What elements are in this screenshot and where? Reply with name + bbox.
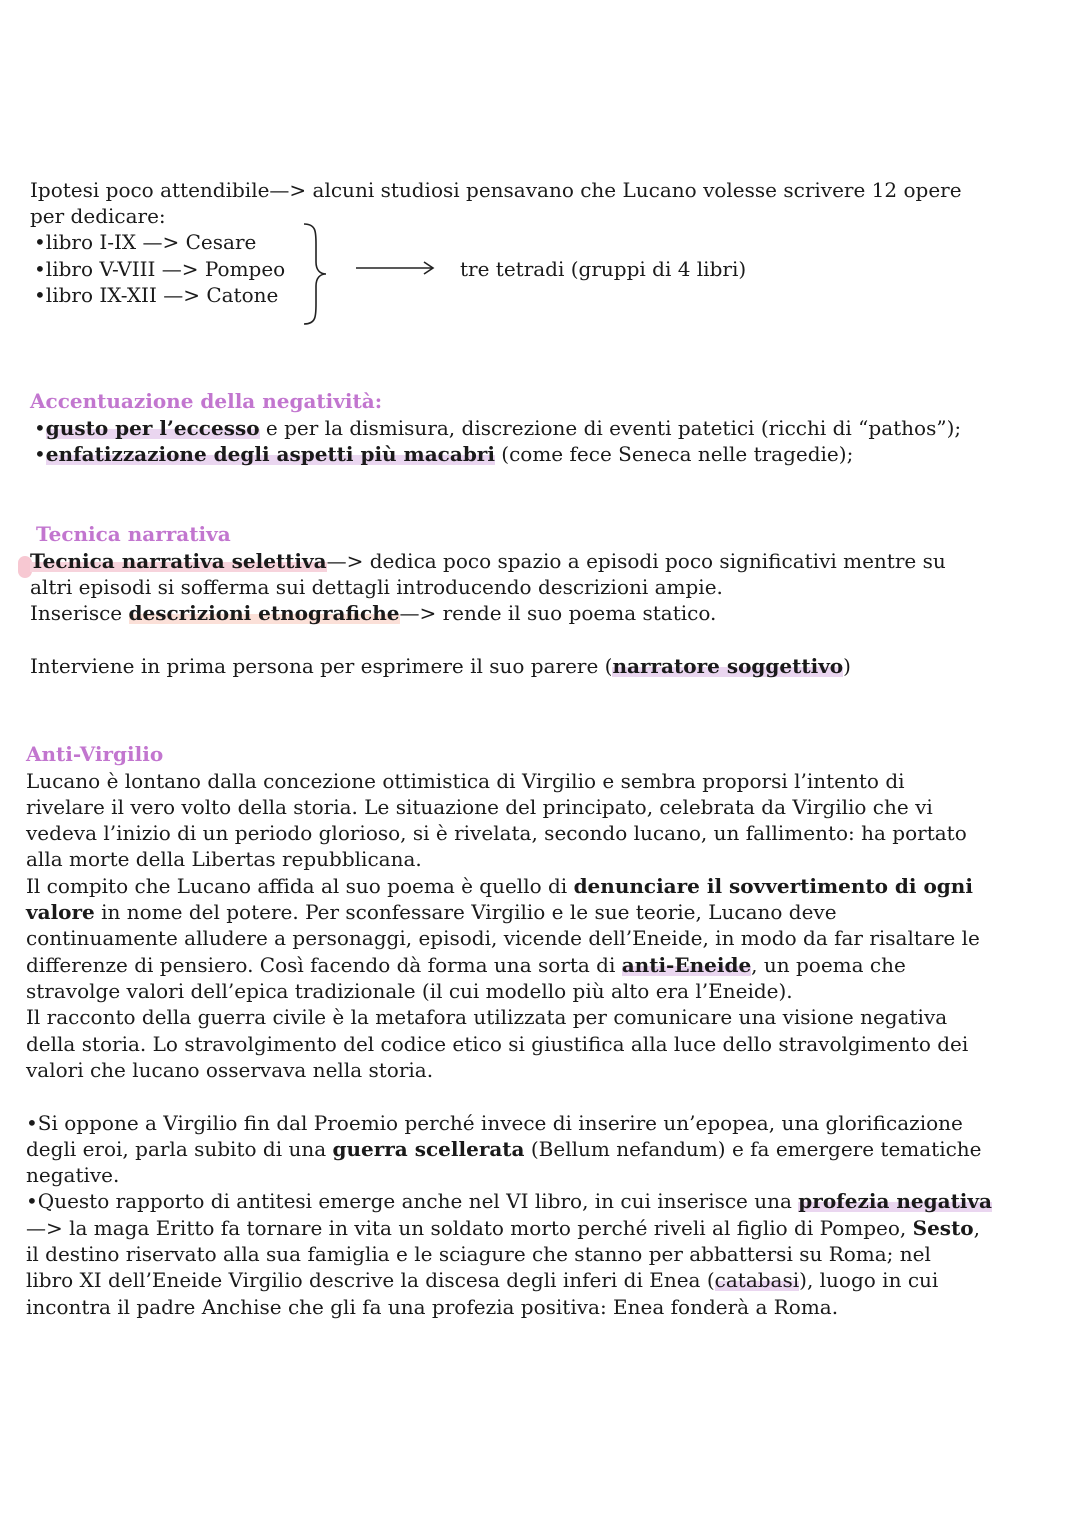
list-item: •libro I-IX —> Cesare [34, 230, 257, 254]
text-line: della storia. Lo stravolgimento del codice etico si giustifica alla luce dello stravolgimento dei [26, 1032, 969, 1056]
text-line: valori che lucano osservava nella storia. [26, 1058, 434, 1082]
text-span: (Bellum nefandum) e fa emergere tematiche [524, 1137, 982, 1161]
list-item: •libro IX-XII —> Catone [34, 283, 279, 307]
text-line: il destino riservato alla sua famiglia e le sciagure che stanno per abbattersi su Roma; nel [26, 1242, 931, 1266]
text-line [26, 899, 837, 925]
text-span: in nome del potere. Per sconfessare Virgilio e le sue teorie, Lucano deve [94, 900, 837, 924]
bold-text: guerra scellerata [332, 1137, 525, 1161]
bold-text: Tecnica narrativa selettiva [30, 549, 327, 573]
text-line [26, 1267, 938, 1293]
text-span: ), luogo in cui [799, 1268, 939, 1292]
list-item: •gusto per l’eccesso e per la dismisura, discrezione di eventi patetici (ricchi di “pathos”); [34, 416, 962, 440]
text-line [30, 600, 716, 626]
text-line: negative. [26, 1163, 120, 1187]
bold-text: gusto per l’eccesso [45, 416, 260, 440]
text-span: •Questo rapporto di antitesi emerge anche nel VI libro, in cui inserisce una [26, 1189, 799, 1213]
bold-text: descrizioni etnografiche [128, 601, 400, 625]
text-span: Interviene in prima persona per esprimere il suo parere ( [30, 654, 613, 678]
section-heading: Anti-Virgilio [26, 742, 164, 766]
text-line [26, 1215, 980, 1241]
section-heading: Tecnica narrativa [36, 522, 231, 546]
text-line [26, 1136, 982, 1162]
result-text: tre tetradi (gruppi di 4 libri) [460, 257, 747, 281]
text-line [30, 653, 851, 679]
text-span: Inserisce [30, 601, 129, 625]
bold-text: anti-Eneide [621, 953, 752, 977]
text-span: e per la dismisura, discrezione di eventi patetici (ricchi di “pathos”); [259, 416, 962, 440]
text-span: , un poema che [751, 953, 906, 977]
highlighted-text: catabasi [714, 1268, 800, 1292]
bold-text: narratore soggettivo [612, 654, 844, 678]
text-line: rivelare il vero volto della storia. Le situazione del principato, celebrata da Virgilio che vi [26, 795, 933, 819]
text-line [30, 548, 946, 574]
text-line: per dedicare: [30, 204, 166, 228]
text-span: (come fece Seneca nelle tragedie); [494, 442, 854, 466]
text-span: —> rende il suo poema statico. [399, 601, 717, 625]
text-span: —> dedica poco spazio a episodi poco significativi mentre su [326, 549, 946, 573]
list-item: •libro V-VIII —> Pompeo [34, 257, 286, 281]
text-line: vedeva l’inizio di un periodo glorioso, si è rivelata, secondo lucano, un fallimento: ha portato [26, 821, 967, 845]
text-line: continuamente alludere a personaggi, episodi, vicende dell’Eneide, in modo da far risaltare le [26, 926, 980, 950]
text-line [26, 873, 973, 899]
text-span: differenze di pensiero. Così facendo dà forma una sorta di [26, 953, 622, 977]
bold-text: profezia negativa [798, 1189, 992, 1213]
bold-text: valore [26, 900, 95, 924]
list-item: •Si oppone a Virgilio fin dal Proemio perché invece di inserire un’epopea, una glorificazione [26, 1111, 963, 1135]
bold-text: Sesto [912, 1216, 974, 1240]
bold-text: enfatizzazione degli aspetti più macabri [45, 442, 495, 466]
text-line: Ipotesi poco attendibile—> alcuni studiosi pensavano che Lucano volesse scrivere 12 opere [30, 178, 962, 202]
section-heading: Accentuazione della negatività: [30, 389, 383, 413]
text-span: Il compito che Lucano affida al suo poema è quello di [26, 874, 574, 898]
arrow-right-icon [354, 258, 438, 278]
text-span: libro XI dell’Eneide Virgilio descrive la discesa degli inferi di Enea ( [26, 1268, 715, 1292]
text-span: , [973, 1216, 981, 1240]
list-item [26, 1188, 992, 1214]
list-item: •enfatizzazione degli aspetti più macabri (come fece Seneca nelle tragedie); [34, 442, 854, 466]
text-line: alla morte della Libertas repubblicana. [26, 847, 422, 871]
text-span: ) [843, 654, 851, 678]
text-line: stravolge valori dell’epica tradizionale (il cui modello più alto era l’Eneide). [26, 979, 793, 1003]
bold-text: denunciare il sovvertimento di ogni [573, 874, 973, 898]
text-line: incontra il padre Anchise che gli fa una profezia positiva: Enea fonderà a Roma. [26, 1295, 839, 1319]
text-line: Lucano è lontano dalla concezione ottimistica di Virgilio e sembra proporsi l’intento di [26, 769, 905, 793]
curly-brace-icon [298, 222, 328, 326]
text-line: altri episodi si sofferma sui dettagli introducendo descrizioni ampie. [30, 575, 723, 599]
text-span: degli eroi, parla subito di una [26, 1137, 333, 1161]
text-line [26, 952, 906, 978]
text-line: Il racconto della guerra civile è la metafora utilizzata per comunicare una visione negativa [26, 1005, 948, 1029]
text-span: —> la maga Eritto fa tornare in vita un soldato morto perché riveli al figlio di Pompeo, [26, 1216, 913, 1240]
